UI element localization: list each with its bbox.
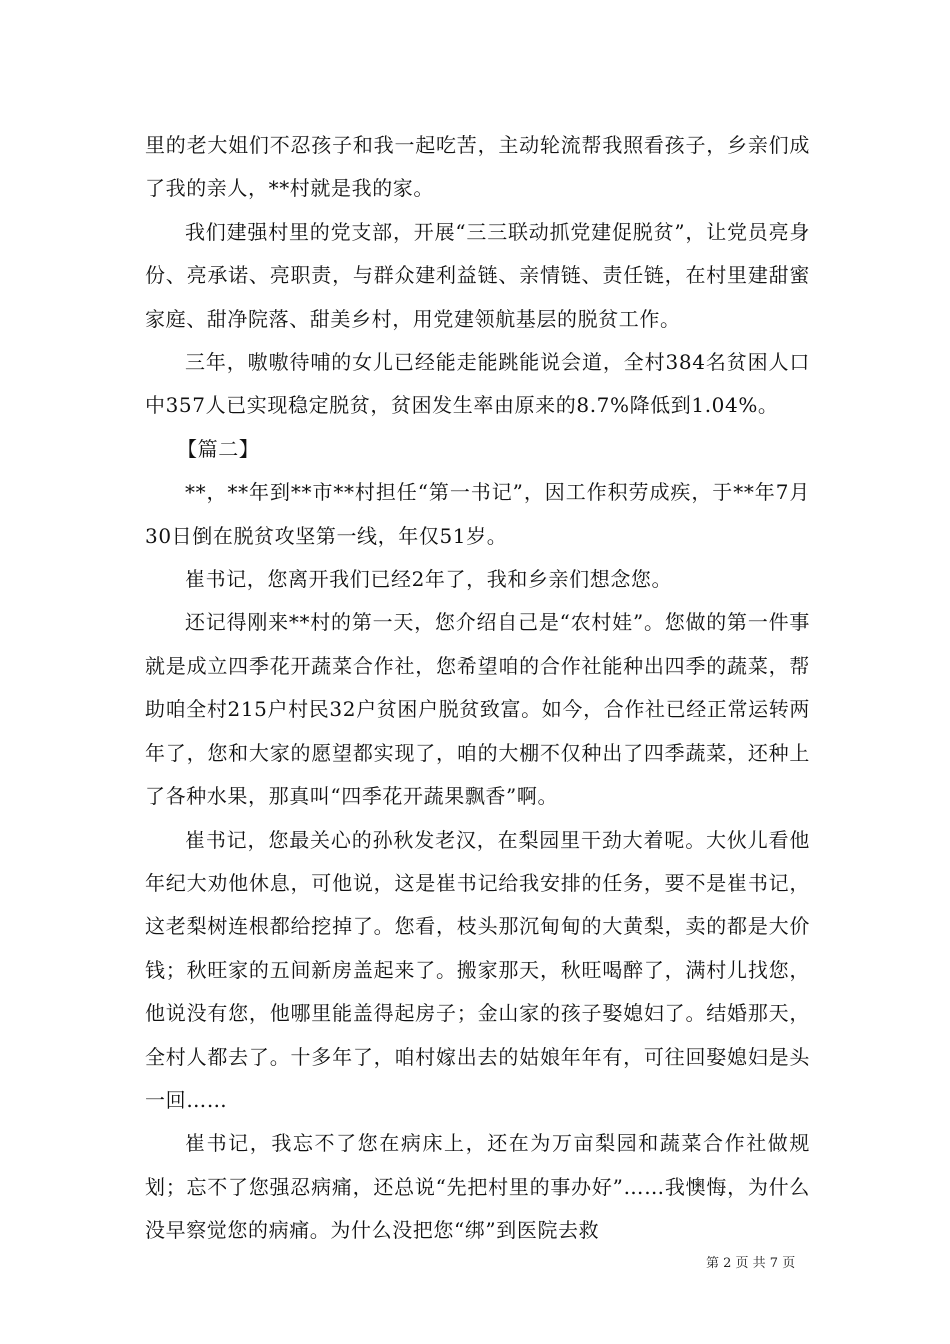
- section-heading: 【篇二】: [177, 436, 260, 461]
- paragraph-hospital: 崔书记，我忘不了您在病床上，还在为万亩梨园和蔬菜合作社做规划；忘不了您强忍病痛，还总说“先把村里的事办好”……我懊悔，为什么没早察觉您的病痛。为什么没把您“绑”到医院去救: [145, 1131, 810, 1243]
- paragraph-missing-you: 崔书记，您离开我们已经2年了，我和乡亲们想念您。: [185, 567, 673, 592]
- page-number: 第 2 页 共 7 页: [706, 1256, 796, 1271]
- paragraph-cooperative: 还记得刚来**村的第一天，您介绍自己是“农村娃”。您做的第一件事就是成立四季花开蔬菜合作社，您希望咱的合作社能种出四季的蔬菜，帮助咱全村215户村民32户贫困户脱贫致富。如今，合作社已经正常运转两年了，您和大家的愿望都实现了，咱的大棚不仅种出了四季蔬菜，还种上了各种水果，那真叫“四季花开蔬果飘香”啊。: [145, 610, 810, 809]
- paragraph-party-branch: 我们建强村里的党支部，开展“三三联动抓党建促脱贫”，让党员亮身份、亮承诺、亮职责，与群众建利益链、亲情链、责任链，在村里建甜蜜家庭、甜净院落、甜美乡村，用党建领航基层的脱贫工作。: [145, 219, 810, 331]
- paragraph-continued: 里的老大姐们不忍孩子和我一起吃苦，主动轮流帮我照看孩子，乡亲们成了我的亲人，**村就是我的家。: [145, 133, 810, 201]
- paragraph-intro: **，**年到**市**村担任“第一书记”，因工作积劳成疾，于**年7月30日倒在脱贫攻坚第一线，年仅51岁。: [145, 480, 810, 548]
- document-body: [145, 124, 810, 1253]
- paragraph-three-years: 三年，嗷嗷待哺的女儿已经能走能跳能说会道，全村384名贫困人口中357人已实现稳定脱贫，贫困发生率由原来的8.7%降低到1.04%。: [145, 350, 810, 418]
- paragraph-pear-orchard: 崔书记，您最关心的孙秋发老汉，在梨园里干劲大着呢。大伙儿看他年纪大劝他休息，可他说，这是崔书记给我安排的任务，要不是崔书记，这老梨树连根都给挖掉了。您看，枝头那沉甸甸的大黄梨，卖的都是大价钱；秋旺家的五间新房盖起来了。搬家那天，秋旺喝醉了，满村儿找您，他说没有您，他哪里能盖得起房子；金山家的孩子娶媳妇了。结婚那天，全村人都去了。十多年了，咱村嫁出去的姑娘年年有，可往回娶媳妇是头一回……: [145, 827, 810, 1112]
